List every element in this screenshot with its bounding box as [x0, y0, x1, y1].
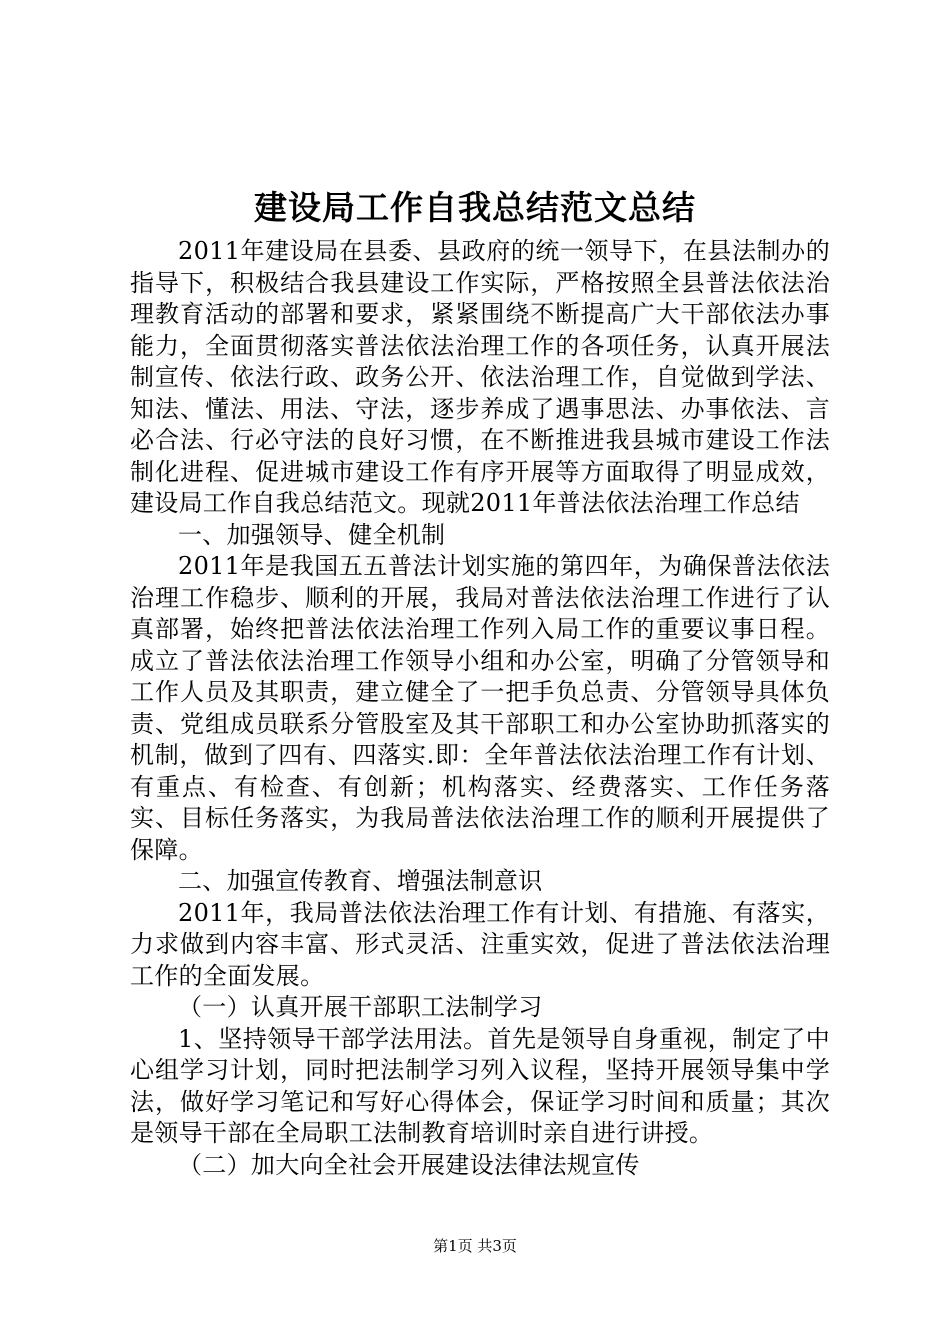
subsection-heading-1: （一）认真开展干部职工法制学习 [178, 993, 543, 1021]
page-number-footer: 第1页 共3页 [433, 1237, 517, 1255]
document-title: 建设局工作自我总结范文总结 [254, 188, 696, 227]
subsection-1-item-1: 1、坚持领导干部学法用法。首先是领导自身重视，制定了中心组学习计划，同时把法制学习列入议程，坚持开展领导集中学法，做好学习笔记和写好心得体会，保证学习时间和质量；其次是领导干部在全局职工法制教育培训时亲自进行讲授。 [130, 1024, 830, 1147]
section-1-paragraph: 2011年是我国五五普法计划实施的第四年，为确保普法依法治理工作稳步、顺利的开展，我局对普法依法治理工作进行了认真部署，始终把普法依法治理工作列入局工作的重要议事日程。成立了普法依法治理工作领导小组和办公室，明确了分管领导和工作人员及其职责，建立健全了一把手负总责、分管领导具体负责、党组成员联系分管股室及其干部职工和办公室协助抓落实的机制，做到了四有、四落实.即：全年普法依法治理工作有计划、有重点、有检查、有创新；机构落实、经费落实、工作任务落实、目标任务落实，为我局普法依法治理工作的顺利开展提供了保障。 [130, 552, 830, 864]
section-heading-2: 二、加强宣传教育、增强法制意识 [178, 867, 543, 895]
intro-paragraph: 2011年建设局在县委、县政府的统一领导下，在县法制办的指导下，积极结合我县建设工作实际，严格按照全县普法依法治理教育活动的部署和要求，紧紧围绕不断提高广大干部依法办事能力，全面贯彻落实普法依法治理工作的各项任务，认真开展法制宣传、依法行政、政务公开、依法治理工作，自觉做到学法、知法、懂法、用法、守法，逐步养成了遇事思法、办事依法、言必合法、行必守法的良好习惯，在不断推进我县城市建设工作法制化进程、促进城市建设工作有序开展等方面取得了明显成效，建设局工作自我总结范文。现就2011年普法依法治理工作总结 [130, 237, 830, 517]
subsection-heading-2: （二）加大向全社会开展建设法律法规宣传 [178, 1150, 640, 1179]
document-body [130, 236, 830, 1181]
section-heading-1: 一、加强领导、健全机制 [178, 520, 446, 549]
section-2-paragraph: 2011年，我局普法依法治理工作有计划、有措施、有落实，力求做到内容丰富、形式灵活、注重实效，促进了普法依法治理工作的全面发展。 [130, 898, 830, 990]
